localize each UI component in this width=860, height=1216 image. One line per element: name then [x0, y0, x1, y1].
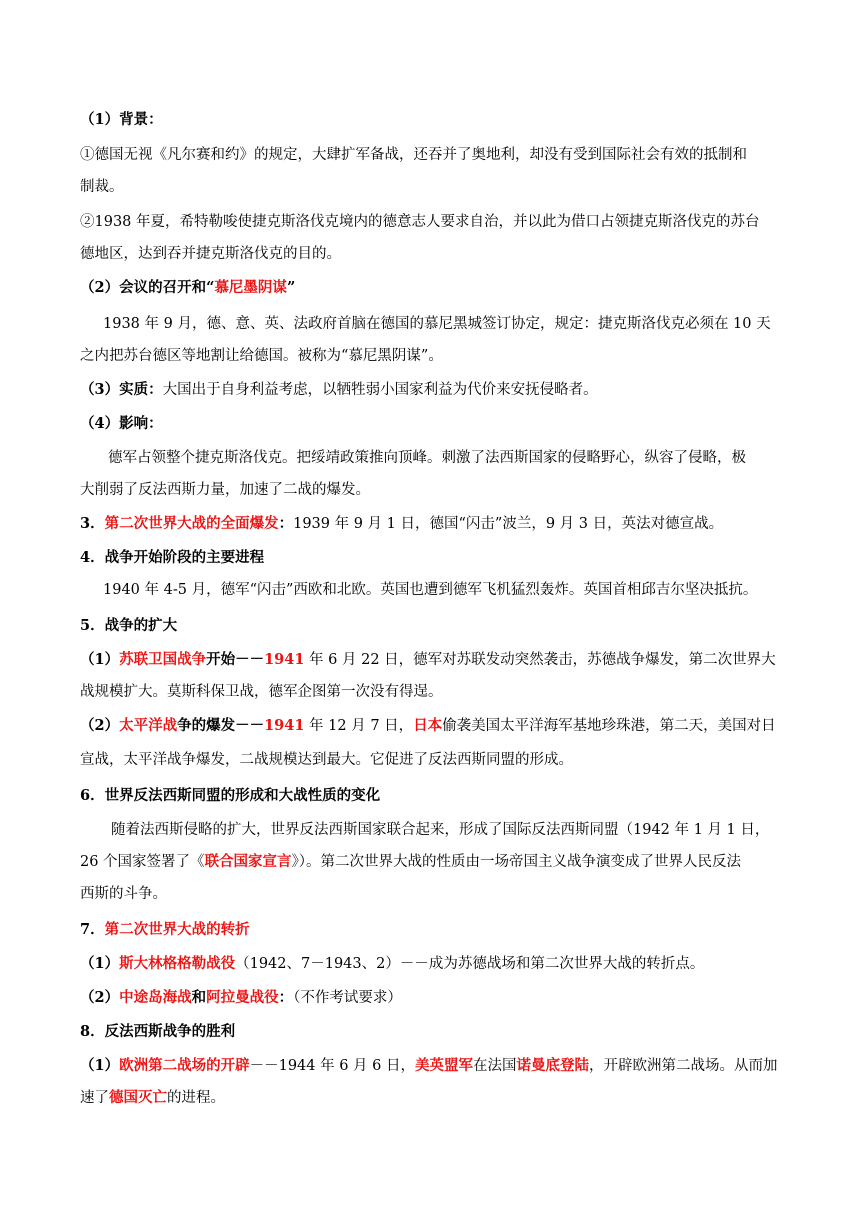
highlight-term: 第二次世界大战的转折: [104, 921, 250, 938]
text-run: 战规模扩大。莫斯科保卫战，德军企图第一次没有得逞。: [80, 684, 443, 700]
text-line: [80, 716, 776, 736]
text-run: 德军占领整个捷克斯洛伐克。把绥靖政策推向顶峰。刺激了法西斯国家的侵略野心，纵容了侵略，极: [108, 450, 746, 466]
highlight-term: 阿拉曼战役: [206, 989, 279, 1006]
highlight-term: 诺曼底登陆: [516, 1057, 589, 1074]
text-run: （1）: [80, 955, 120, 972]
text-line: [80, 616, 177, 636]
text-run: 》）。第二次世界大战的性质由一场帝国主义战争演变成了世界人民反法: [291, 854, 742, 870]
highlight-term: 欧洲第二战场的开辟: [119, 1057, 250, 1074]
text-line: [103, 580, 757, 600]
text-run: （2）: [80, 989, 120, 1006]
text-run: 随着法西斯侵略的扩大，世界反法西斯国家联合起来，形成了国际反法西斯同盟（1942 年 1 月 1 日，: [111, 822, 770, 838]
text-run: 7．: [80, 921, 105, 938]
text-run: （不作考试要求）: [293, 990, 402, 1006]
text-run: 争的爆发－－: [177, 717, 265, 734]
text-line: [80, 954, 704, 974]
text-run: 26 个国家签署了《: [80, 854, 205, 870]
text-line: [80, 244, 341, 264]
text-run: 之内把苏台德区等地割让给德国。被称为“慕尼黑阴谋”。: [80, 348, 443, 364]
text-run: 年 12 月 7 日，: [304, 718, 414, 734]
text-run: ”: [286, 279, 296, 296]
text-run: 6．世界反法西斯同盟的形成和大战性质的变化: [80, 787, 381, 804]
highlight-term: 斯大林格格勒战役: [119, 955, 236, 972]
text-line: [103, 314, 771, 334]
text-run: 的进程。: [167, 1090, 225, 1106]
text-run: （3）实质：: [80, 381, 163, 398]
text-line: [80, 480, 370, 500]
text-line: [80, 278, 295, 298]
text-run: （2）: [80, 717, 120, 734]
text-run: （1）背景：: [80, 111, 163, 128]
text-run: 开始－－: [206, 651, 265, 668]
text-line: [80, 212, 760, 232]
text-line: [80, 1022, 235, 1042]
text-line: [80, 548, 264, 568]
highlight-term: 第二次世界大战的全面爆发: [104, 515, 279, 532]
text-run: 西斯的斗争。: [80, 886, 167, 902]
text-line: [80, 346, 443, 366]
text-run: ①德国无视《凡尔赛和约》的规定，大肆扩军备战，还吞并了奥地利，却没有受到国际社会有效的抵制和: [80, 147, 747, 163]
text-run: 4．战争开始阶段的主要进程: [80, 549, 265, 566]
text-run: 3．: [80, 515, 105, 532]
text-run: 德地区，达到吞并捷克斯洛伐克的目的。: [80, 246, 341, 262]
text-run: 和: [191, 989, 207, 1006]
text-line: [80, 650, 776, 670]
text-run: 宣战，太平洋战争爆发，二战规模达到最大。它促进了反法西斯同盟的形成。: [80, 752, 573, 768]
text-run: （1）: [80, 1057, 120, 1074]
text-run: 8．反法西斯战争的胜利: [80, 1023, 236, 1040]
highlight-term: 日本: [413, 717, 443, 734]
text-line: [80, 750, 573, 770]
text-run: 大国出于自身利益考虑，以牺牲弱小国家利益为代价来安抚侵略者。: [162, 382, 598, 398]
text-line: [108, 448, 746, 468]
text-run: （1）: [80, 651, 120, 668]
text-line: [80, 682, 443, 702]
text-line: [80, 988, 402, 1008]
text-run: 1940 年 4-5 月，德军“闪击”西欧和北欧。英国也遭到德军飞机猛烈轰炸。英国首相邱吉尔坚决抵抗。: [103, 582, 758, 598]
text-line: [80, 177, 124, 197]
text-run: （2）会议的召开和“: [80, 279, 215, 296]
text-run: ，开辟欧洲第二战场。从而加: [589, 1058, 778, 1074]
text-line: [80, 884, 167, 904]
text-run: 制裁。: [80, 179, 124, 195]
text-line: [80, 1056, 778, 1076]
text-run: 速了: [80, 1090, 109, 1106]
text-run: （1942、7－1943、2）－－成为苏德战场和第二次世界大战的转折点。: [235, 956, 705, 972]
text-line: [111, 820, 769, 840]
text-line: [80, 110, 163, 130]
text-run: ②1938 年夏，希特勒唆使捷克斯洛伐克境内的德意志人要求自治，并以此为借口占领捷克斯洛伐克的苏台: [80, 214, 760, 230]
text-run: 在法国: [473, 1058, 517, 1074]
highlight-term: 德国灭亡: [109, 1089, 167, 1106]
highlight-term: 慕尼墨阴谋: [214, 279, 287, 296]
highlight-term: 太平洋战: [119, 717, 178, 734]
text-run: 偷袭美国太平洋海军基地珍珠港，第二天，美国对日: [442, 718, 776, 734]
text-run: 1938 年 9 月，德、意、英、法政府首脑在德国的慕尼黑城签订协定，规定：捷克斯洛伐克必须在 10 天: [103, 316, 771, 332]
highlight-term: 联合国家宣言: [204, 853, 292, 870]
text-line: [80, 380, 598, 400]
text-run: 1939 年 9 月 1 日，德国“闪击”波兰，9 月 3 日，英法对德宣战。: [293, 516, 724, 532]
text-run: 年 6 月 22 日，德军对苏联发动突然袭击，苏德战争爆发，第二次世界大: [304, 652, 776, 668]
text-line: [80, 920, 250, 940]
text-run: ：: [278, 515, 294, 532]
text-run: 大削弱了反法西斯力量，加速了二战的爆发。: [80, 482, 370, 498]
text-run: 5．战争的扩大: [80, 617, 178, 634]
text-line: [80, 514, 723, 534]
text-line: [80, 852, 741, 872]
highlight-term: 1941: [264, 651, 305, 668]
text-line: [80, 414, 163, 434]
text-line: [80, 786, 380, 806]
text-line: [80, 145, 747, 165]
text-line: [80, 1088, 225, 1108]
text-run: （4）影响：: [80, 415, 163, 432]
highlight-term: 中途岛海战: [119, 989, 192, 1006]
highlight-term: 苏联卫国战争: [119, 651, 207, 668]
text-run: －－1944 年 6 月 6 日，: [249, 1058, 415, 1074]
highlight-term: 美英盟军: [415, 1057, 473, 1074]
text-run: ：: [278, 989, 294, 1006]
highlight-term: 1941: [264, 717, 305, 734]
